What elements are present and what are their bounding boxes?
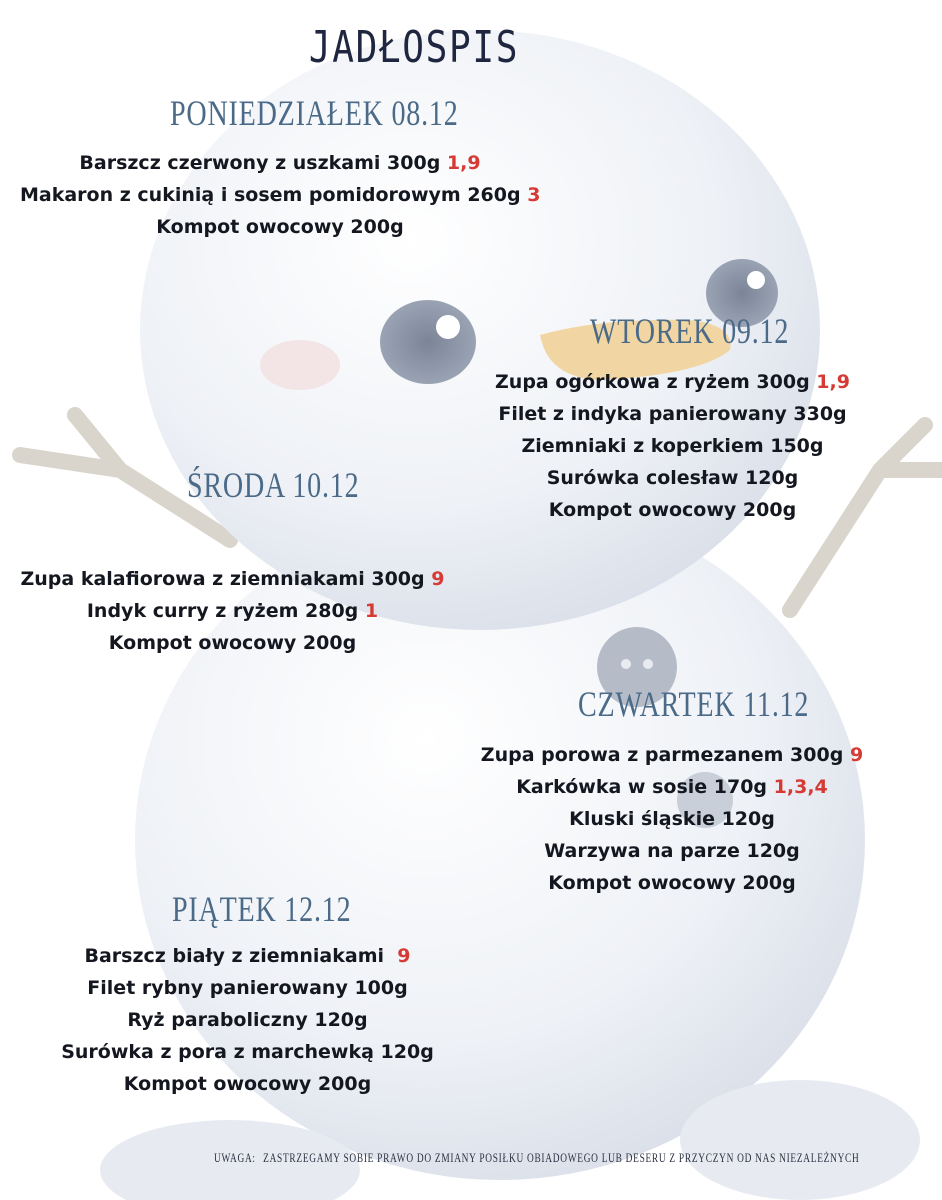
dish-name: Surówka colesław 120g [546, 467, 799, 489]
dish-name: Zupa kalafiorowa z ziemniakami 300g [20, 568, 425, 590]
dish-name: Warzywa na parze 120g [544, 840, 800, 862]
dish-name: Kompot owocowy 200g [156, 216, 404, 238]
menu-item [460, 398, 885, 430]
menu-friday [25, 940, 470, 1100]
menu-tuesday [460, 366, 885, 526]
menu-item [452, 771, 892, 803]
menu-item [25, 1036, 470, 1068]
allergen-codes: 9 [849, 744, 864, 766]
menu-item [452, 803, 892, 835]
allergen-codes: 1 [364, 600, 379, 622]
dish-name: Ryż paraboliczny 120g [127, 1009, 368, 1031]
menu-item [25, 972, 470, 1004]
dish-name: Ziemniaki z koperkiem 150g [521, 435, 824, 457]
menu-item [10, 595, 455, 627]
dish-name: Filet rybny panierowany 100g [87, 977, 408, 999]
dish-name: Zupa ogórkowa z ryżem 300g [495, 371, 810, 393]
day-heading-tuesday: WTOREK 09.12 [590, 311, 790, 351]
menu-item [452, 867, 892, 899]
allergen-codes: 1,9 [446, 152, 481, 174]
menu-item [452, 835, 892, 867]
dish-name: Zupa porowa z parmezanem 300g [480, 744, 844, 766]
allergen-codes: 1,3,4 [773, 776, 828, 798]
day-heading-wednesday: ŚRODA 10.12 [187, 465, 360, 505]
menu-item [10, 563, 455, 595]
menu-wednesday [10, 563, 455, 659]
day-heading-monday: PONIEDZIAŁEK 08.12 [170, 93, 459, 133]
dish-name: Kluski śląskie 120g [569, 808, 775, 830]
allergen-codes: 9 [397, 945, 411, 967]
menu-item [20, 147, 540, 179]
menu-item [460, 494, 885, 526]
menu-item [460, 366, 885, 398]
allergen-codes: 9 [431, 568, 445, 590]
dish-name: Barszcz biały z ziemniakami [84, 945, 391, 967]
day-heading-friday: PIĄTEK 12.12 [172, 889, 352, 929]
allergen-codes: 3 [527, 184, 541, 206]
menu-item [20, 211, 540, 243]
dish-name: Surówka z pora z marchewką 120g [61, 1041, 434, 1063]
page-title: JADŁOSPIS [308, 22, 520, 73]
menu-item [460, 430, 885, 462]
day-heading-thursday: CZWARTEK 11.12 [578, 684, 810, 724]
menu-item [452, 739, 892, 771]
menu-item [10, 627, 455, 659]
dish-name: Kompot owocowy 200g [123, 1073, 372, 1095]
dish-name: Kompot owocowy 200g [108, 632, 357, 654]
dish-name: Indyk curry z ryżem 280g [86, 600, 359, 622]
menu-item [25, 1004, 470, 1036]
menu-item [25, 1068, 470, 1100]
menu-item [20, 179, 540, 211]
menu-item [460, 462, 885, 494]
dish-name: Karkówka w sosie 170g [516, 776, 768, 798]
note-label: UWAGA: [214, 1150, 256, 1165]
disclaimer-note [214, 1150, 860, 1166]
dish-name: Kompot owocowy 200g [548, 872, 796, 894]
allergen-codes: 1,9 [816, 371, 850, 393]
menu-monday [20, 147, 540, 243]
menu-item [25, 940, 470, 972]
menu-thursday [452, 739, 892, 899]
note-text: ZASTRZEGAMY SOBIE PRAWO DO ZMIANY POSIŁKU OBIADOWEGO LUB DESERU Z PRZYCZYN OD NAS NIEZALEŻNYCH [263, 1150, 860, 1165]
dish-name: Filet z indyka panierowany 330g [498, 403, 847, 425]
dish-name: Barszcz czerwony z uszkami 300g [79, 152, 441, 174]
dish-name: Makaron z cukinią i sosem pomidorowym 260g [20, 184, 521, 206]
dish-name: Kompot owocowy 200g [548, 499, 797, 521]
